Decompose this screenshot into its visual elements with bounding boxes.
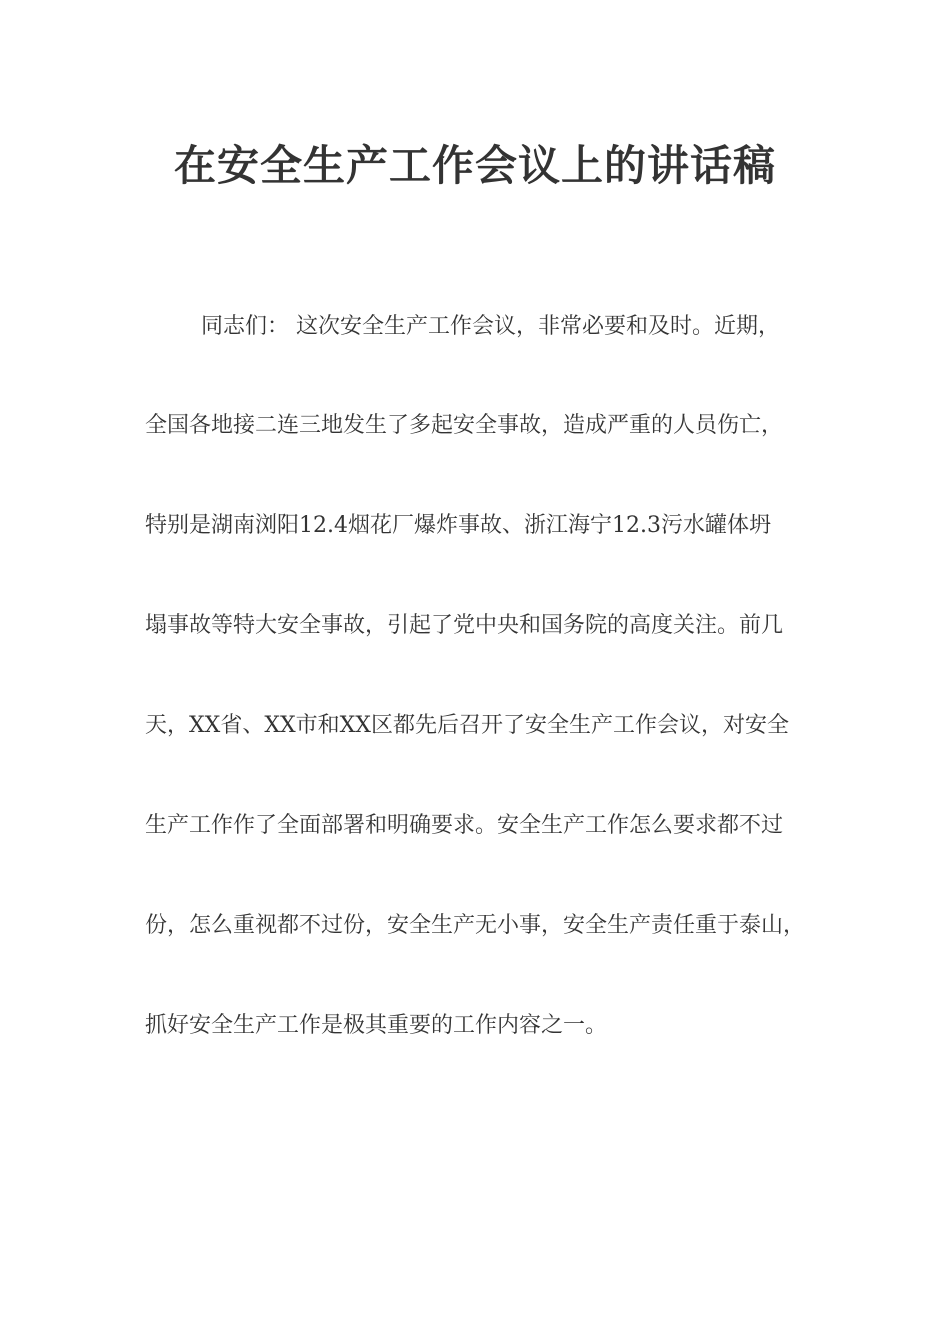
- body-line: 抓好安全生产工作是极其重要的工作内容之一。: [145, 1013, 608, 1038]
- body-line: 同志们： 这次安全生产工作会议，非常必要和及时。近期，: [201, 314, 780, 339]
- document-title: 在安全生产工作会议上的讲话稿: [173, 141, 776, 190]
- body-line: 天，XX省、XX市和XX区都先后召开了安全生产工作会议，对安全: [145, 713, 789, 738]
- body-line: 特别是湖南浏阳12.4烟花厂爆炸事故、浙江海宁12.3污水罐体坍: [145, 513, 771, 538]
- body-line: 全国各地接二连三地发生了多起安全事故，造成严重的人员伤亡，: [145, 413, 784, 438]
- body-line: 份，怎么重视都不过份，安全生产无小事，安全生产责任重于泰山，: [145, 913, 806, 938]
- body-line: 生产工作作了全面部署和明确要求。安全生产工作怎么要求都不过: [145, 813, 784, 838]
- body-line: 塌事故等特大安全事故，引起了党中央和国务院的高度关注。前几: [145, 613, 784, 638]
